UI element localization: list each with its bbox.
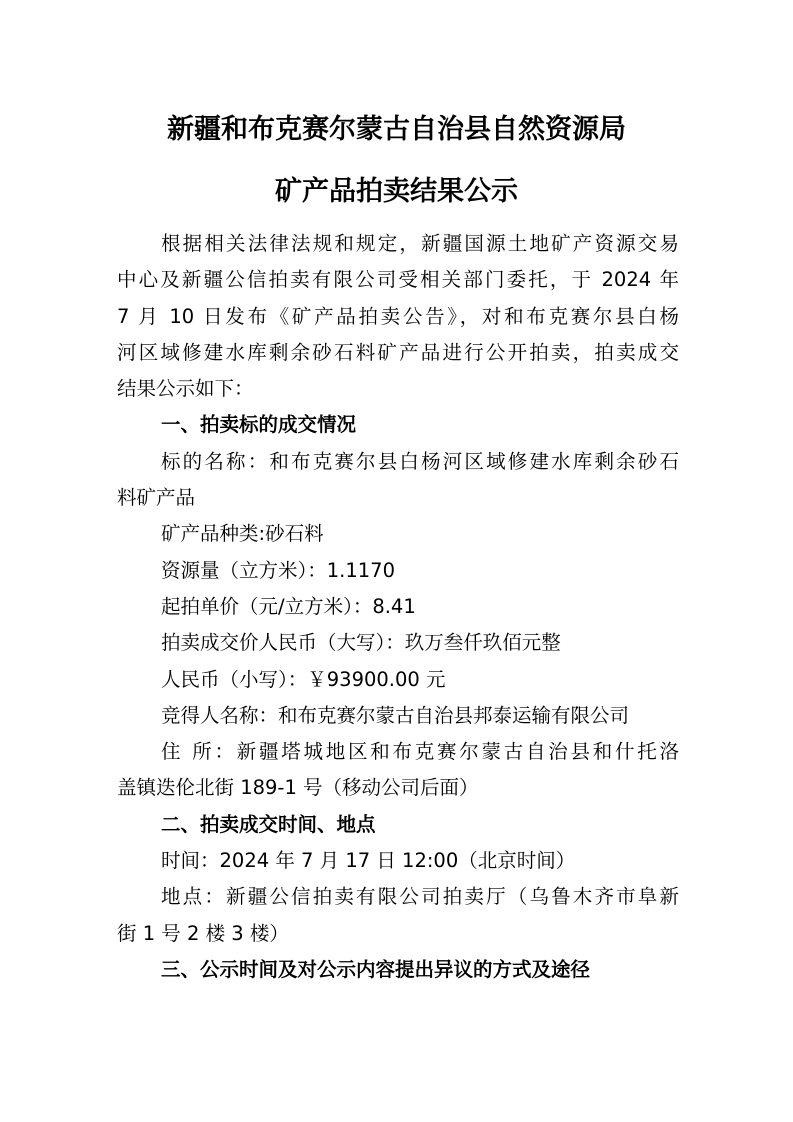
intro-line: 中心及新疆公信拍卖有限公司受相关部门委托，于 2024 年 — [117, 268, 679, 292]
document-body — [117, 226, 679, 988]
section1-heading: 一、拍卖标的成交情况 — [161, 413, 357, 437]
resource-volume: 资源量（立方米）：1.1170 — [161, 558, 395, 582]
final-price-numeric: 人民币（小写）：￥93900.00 元 — [161, 667, 446, 691]
auction-time: 时间：2024 年 7 月 17 日 12:00（北京时间） — [161, 849, 576, 873]
winner-address-line2: 盖镇迭伦北街 189-1 号（移动公司后面） — [117, 776, 479, 800]
document-title-line2: 矿产品拍卖结果公示 — [275, 176, 518, 207]
section2-heading: 二、拍卖成交时间、地点 — [161, 812, 376, 836]
auction-place-line2: 街 1 号 2 楼 3 楼） — [117, 921, 289, 945]
item-name-line2: 料矿产品 — [117, 486, 196, 510]
auction-place-line1: 地点：新疆公信拍卖有限公司拍卖厅（乌鲁木齐市阜新 — [161, 885, 679, 909]
winner-name: 竞得人名称：和布克赛尔蒙古自治县邦泰运输有限公司 — [161, 703, 630, 727]
section3-heading: 三、公示时间及对公示内容提出异议的方式及途径 — [161, 957, 591, 981]
document-title-line1: 新疆和布克赛尔蒙古自治县自然资源局 — [167, 114, 626, 145]
item-name-line1: 标的名称：和布克赛尔县白杨河区域修建水库剩余砂石 — [161, 449, 679, 473]
final-price-uppercase: 拍卖成交价人民币（大写）：玖万叁仟玖佰元整 — [161, 631, 561, 655]
intro-line: 7 月 10 日发布《矿产品拍卖公告》，对和布克赛尔县白杨 — [117, 304, 679, 328]
mineral-type: 矿产品种类:砂石料 — [161, 522, 324, 546]
intro-line: 根据相关法律法规和规定，新疆国源土地矿产资源交易 — [161, 232, 679, 255]
intro-line: 河区域修建水库剩余砂石料矿产品进行公开拍卖，拍卖成交 — [117, 340, 679, 364]
intro-line: 结果公示如下： — [117, 377, 254, 401]
starting-unit-price: 起拍单价（元/立方米）：8.41 — [161, 594, 416, 618]
winner-address-line1: 住 所：新疆塔城地区和布克赛尔蒙古自治县和什托洛 — [161, 740, 679, 764]
